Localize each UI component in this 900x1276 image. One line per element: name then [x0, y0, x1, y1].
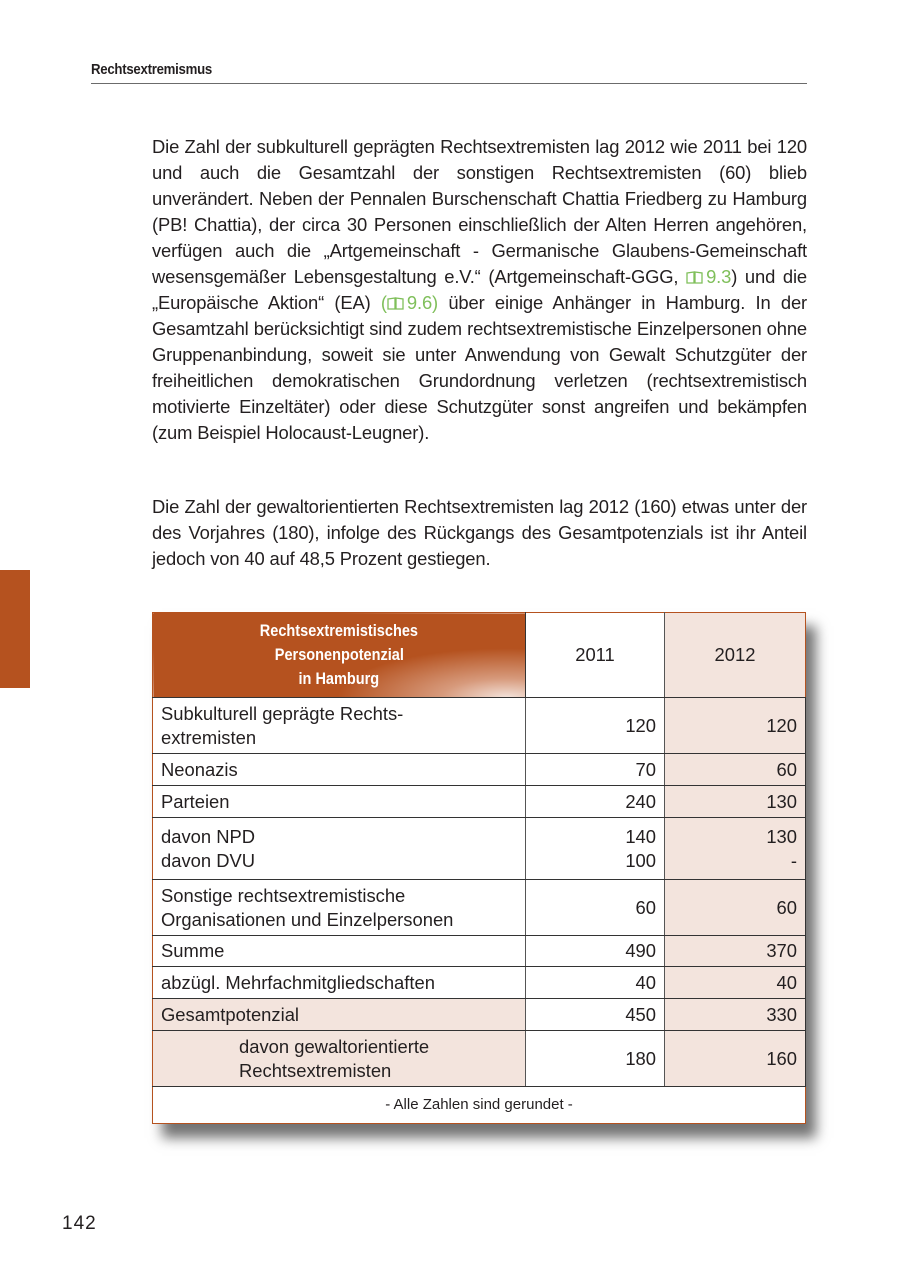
table-header-row	[153, 613, 806, 698]
row-label: Summe	[153, 936, 526, 967]
table-footnote-row	[153, 1087, 806, 1124]
row-label: davon gewaltorientierte Rechtsextremisten	[153, 1031, 526, 1087]
running-header	[91, 61, 807, 84]
page-number: 142	[62, 1213, 97, 1234]
row-label: Sonstige rechtsextremistische Organisationen und Einzelpersonen	[153, 880, 526, 936]
value-2011: 60	[526, 880, 665, 936]
cross-reference-9-6[interactable]: ( 9.6)	[380, 292, 438, 313]
value-2012: 130	[665, 786, 806, 818]
value-2012: 160	[665, 1031, 806, 1087]
paragraph-1-text-b: ) und die „Europäische Aktion“ (EA)	[152, 266, 807, 313]
value-2012: 60	[665, 880, 806, 936]
table-row	[153, 880, 806, 936]
paragraph-2: Die Zahl der gewaltorientierten Rechtsextremisten lag 2012 (160) etwas unter der des Vorjahres (180), infolge des Rückgangs des Gesamtpotenzials ist ihr Anteil jedoch von 40 auf 48,5 Prozent gestiegen.	[152, 496, 807, 569]
value-2012: 330	[665, 999, 806, 1031]
value-2011: 70	[526, 754, 665, 786]
paragraph-1	[152, 134, 807, 446]
value-2011: 240	[526, 786, 665, 818]
table-footnote: - Alle Zahlen sind gerundet -	[153, 1087, 806, 1124]
value-2012: 120	[665, 698, 806, 754]
table-row	[153, 698, 806, 754]
book-icon	[387, 297, 404, 310]
column-header-2012: 2012	[665, 613, 806, 698]
table-row	[153, 936, 806, 967]
value-2011: 180	[526, 1031, 665, 1087]
value-2011: 120	[526, 698, 665, 754]
row-label: Gesamtpotenzial	[153, 999, 526, 1031]
value-2012: 60	[665, 754, 806, 786]
cross-reference-9-3[interactable]: 9.3	[686, 266, 731, 287]
table-row	[153, 967, 806, 999]
chapter-side-tab	[0, 570, 30, 688]
row-label: Parteien	[153, 786, 526, 818]
column-header-2011: 2011	[526, 613, 665, 698]
book-icon	[686, 271, 703, 284]
value-2011: 40	[526, 967, 665, 999]
paragraph-1-text-a: Die Zahl der subkulturell geprägten Rechtsextremisten lag 2012 wie 2011 bei 120 und auch die Gesamtzahl der sonstigen Rechtsextremisten (60) blieb unverändert. Neben der Pennalen Burschenschaft Chattia Friedberg zu Hamburg (PB! Chattia), der circa 30 Personen einschließlich der Alten Herren angehören, verfügen auch die „Artgemeinschaft - Germanische Glaubens-Gemeinschaft wesensgemäßer Lebensgestaltung e.V.“ (Artgemeinschaft-GGG,	[152, 136, 807, 287]
table-row	[153, 818, 806, 880]
table-row	[153, 754, 806, 786]
table-title: Rechtsextremistisches Personenpotenzial in Hamburg	[153, 613, 526, 698]
personenpotenzial-table	[152, 612, 806, 1124]
table-row-total	[153, 999, 806, 1031]
row-label: Subkulturell geprägte Rechts- extremisten	[153, 698, 526, 754]
row-label: abzügl. Mehrfachmitgliedschaften	[153, 967, 526, 999]
table-row	[153, 786, 806, 818]
value-2011: 490	[526, 936, 665, 967]
running-title: Rechtsextremismus	[91, 61, 212, 78]
row-label: davon NPD davon DVU	[153, 818, 526, 880]
value-2011: 140 100	[526, 818, 665, 880]
value-2012: 40	[665, 967, 806, 999]
value-2012: 370	[665, 936, 806, 967]
value-2012: 130 -	[665, 818, 806, 880]
row-label: Neonazis	[153, 754, 526, 786]
paragraph-1-text-c: über einige Anhänger in Hamburg. In der Gesamtzahl berücksichtigt sind zudem rechtsextremistische Einzelpersonen ohne Gruppenanbindung, soweit sie unter Anwendung von Gewalt Schutzgüter der freiheitlichen demokratischen Grundordnung verletzen (rechtsextremistisch motivierte Einzeltäter) oder diese Schutzgüter sonst angreifen und bekämpfen (zum Beispiel Holocaust-Leugner).	[152, 292, 807, 443]
table-row-violent	[153, 1031, 806, 1087]
value-2011: 450	[526, 999, 665, 1031]
